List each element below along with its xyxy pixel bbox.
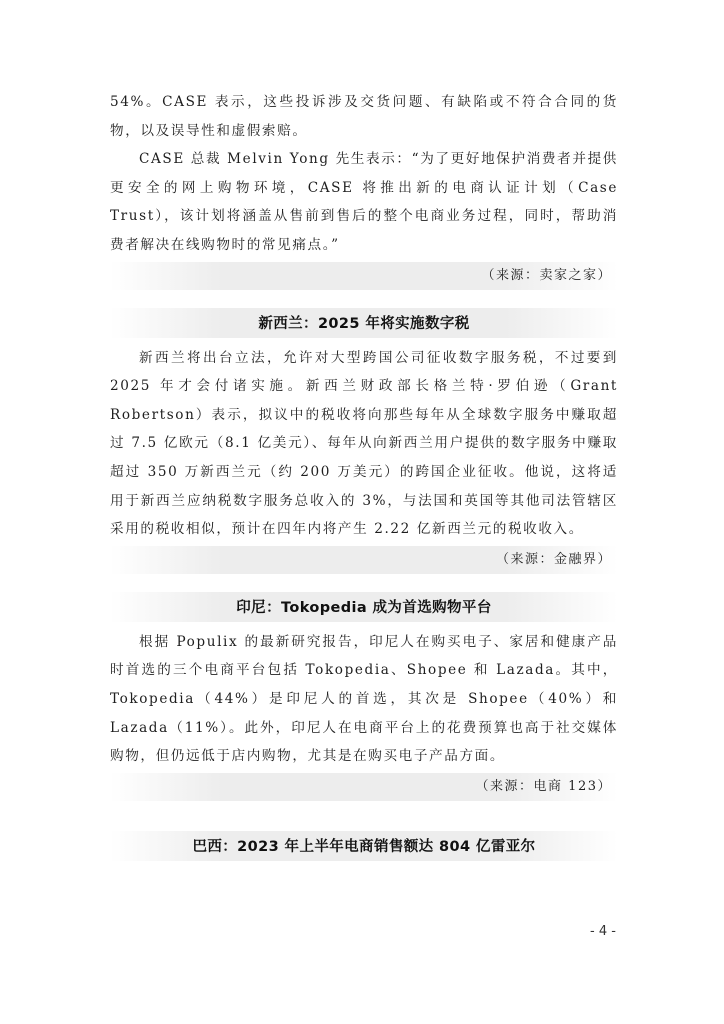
br-heading: 巴西：2023 年上半年电商销售额达 804 亿雷亚尔 [192,838,536,855]
case-source: （来源：卖家之家） [110,262,618,290]
id-heading: 印尼：Tokopedia 成为首选购物平台 [236,599,492,616]
page-content [110,88,618,867]
nz-heading: 新西兰：2025 年将实施数字税 [258,315,470,332]
br-heading-band [110,831,618,861]
id-source: （来源：电商 123） [110,773,618,801]
nz-body-paragraph: 新西兰将出台立法，允许对大型跨国公司征收数字服务税，不过要到 2025 年才会付诸实施。新西兰财政部长格兰特·罗伯逊（Grant Robertson）表示，拟议中的税收将向那些每年从全球数字服务中赚取超过 7.5 亿欧元（8.1 亿美元）、每年从向新西兰用户提供的数字服务中赚取超过 350 万新西兰元（约 200 万美元）的跨国企业征收。他说，这将适用于新西兰应纳税数字服务总收入的 3%，与法国和英国等其他司法管辖区采用的税收相似，预计在四年内将产生 2.22 亿新西兰元的税收收入。 [110,349,618,538]
nz-heading-band [110,308,618,338]
case-quote-paragraph: CASE 总裁 Melvin Yong 先生表示：“为了更好地保护消费者并提供更安全的网上购物环境，CASE 将推出新的电商认证计划（Case Trust），该计划将涵盖从售前到售后的整个电商业务过程，同时，帮助消费者解决在线购物时的常见痛点。” [110,151,618,253]
page-number: - 4 - [590,924,616,939]
nz-source: （来源：金融界） [110,546,618,574]
id-heading-band [110,592,618,622]
case-paragraph-tail: 54%。CASE 表示，这些投诉涉及交货问题、有缺陷或不符合合同的货物，以及误导性和虚假索赔。 [110,94,618,139]
id-body-paragraph: 根据 Populix 的最新研究报告，印尼人在购买电子、家居和健康产品时首选的三个电商平台包括 Tokopedia、Shopee 和 Lazada。其中，Tokopedia（44%）是印尼人的首选，其次是 Shopee（40%）和 Lazada（11%）。此外，印尼人在电商平台上的花费预算也高于社交媒体购物，但仍远低于店内购物，尤其是在购买电子产品方面。 [110,633,618,765]
